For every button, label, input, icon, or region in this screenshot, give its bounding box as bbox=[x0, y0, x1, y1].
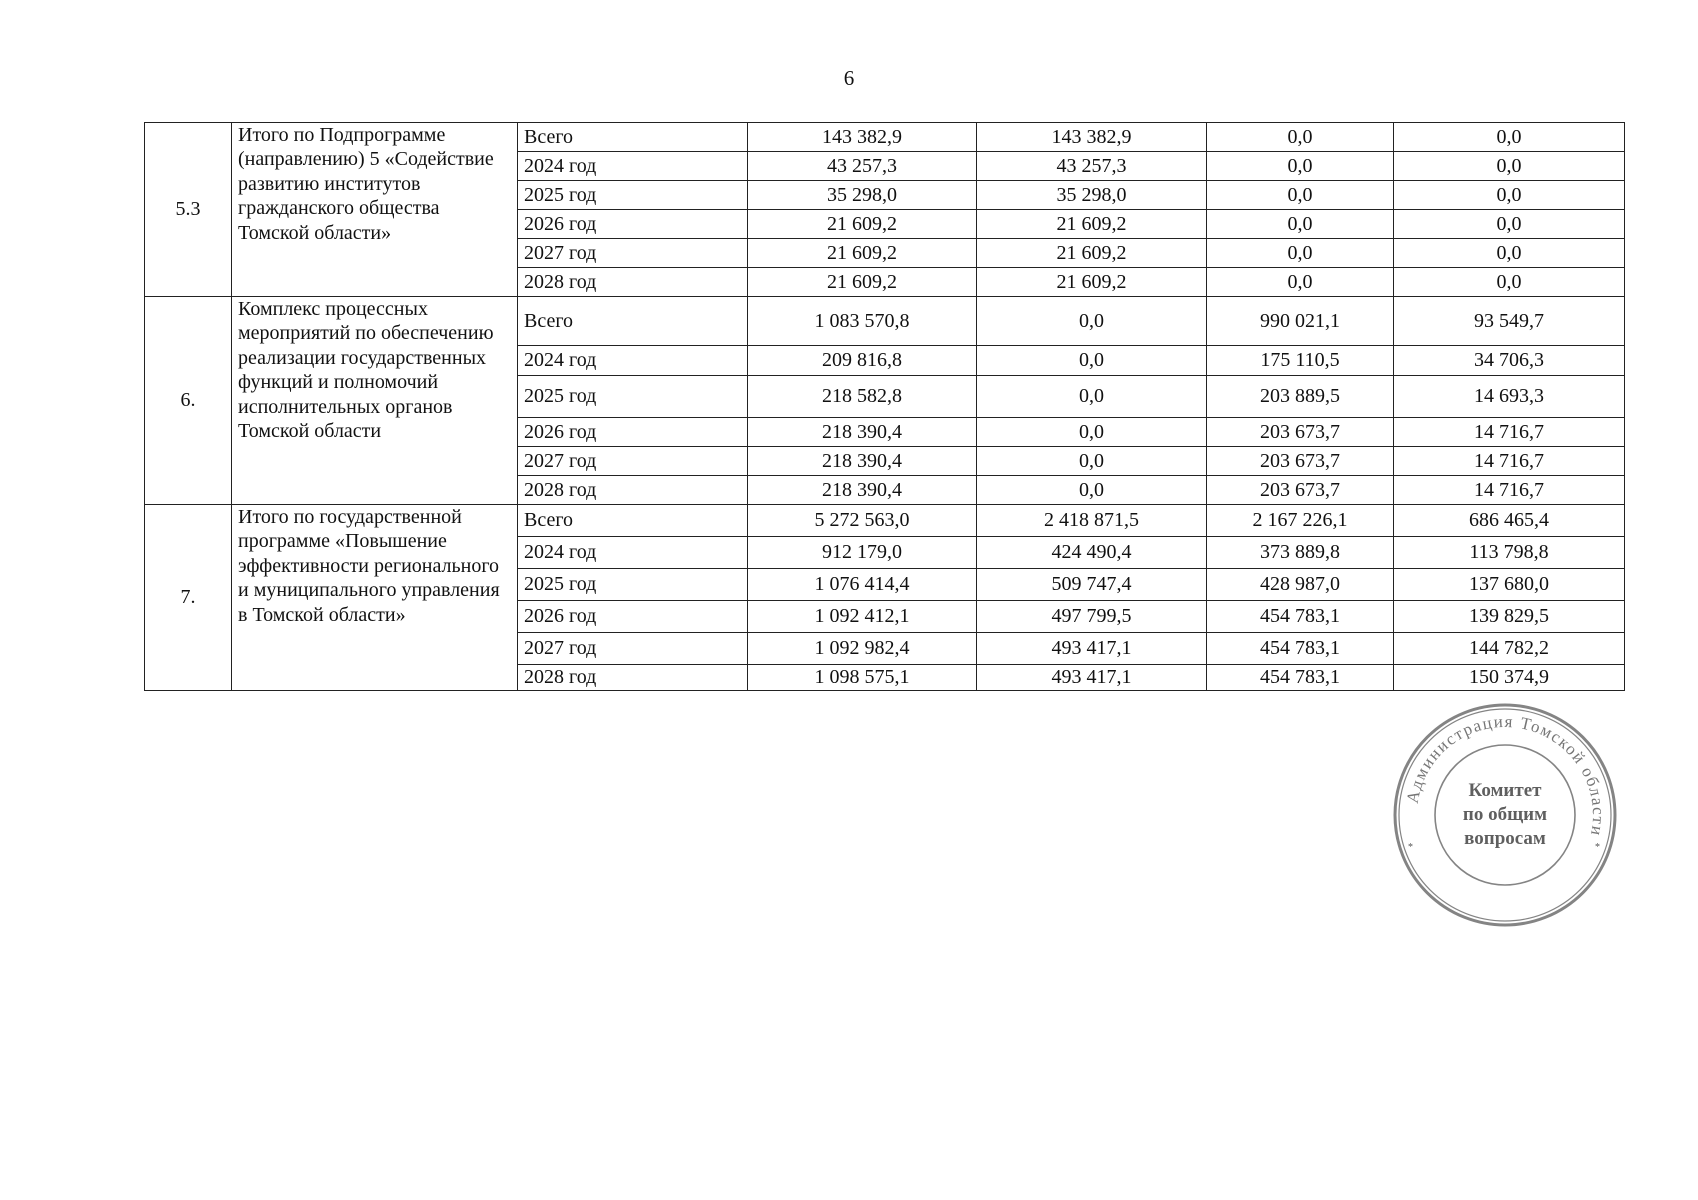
value-cell: 21 609,2 bbox=[748, 210, 977, 239]
value-cell: 35 298,0 bbox=[748, 181, 977, 210]
value-cell: 0,0 bbox=[977, 346, 1207, 376]
value-cell: 0,0 bbox=[1207, 152, 1394, 181]
value-cell: 912 179,0 bbox=[748, 537, 977, 569]
seal-center-line-2: по общим bbox=[1462, 804, 1548, 825]
value-cell: 203 673,7 bbox=[1207, 418, 1394, 447]
value-cell: 14 716,7 bbox=[1394, 447, 1625, 476]
value-cell: 0,0 bbox=[1394, 181, 1625, 210]
value-cell: 424 490,4 bbox=[977, 537, 1207, 569]
svg-text:*: * bbox=[1408, 842, 1413, 853]
period-cell: 2024 год bbox=[518, 346, 748, 376]
period-cell: Всего bbox=[518, 123, 748, 152]
value-cell: 5 272 563,0 bbox=[748, 505, 977, 537]
svg-text:*: * bbox=[1595, 842, 1600, 853]
value-cell: 1 076 414,4 bbox=[748, 569, 977, 601]
value-cell: 21 609,2 bbox=[748, 239, 977, 268]
period-cell: 2025 год bbox=[518, 181, 748, 210]
value-cell: 990 021,1 bbox=[1207, 297, 1394, 346]
value-cell: 175 110,5 bbox=[1207, 346, 1394, 376]
seal-ring-text: Администрация Томской области bbox=[1402, 711, 1609, 839]
value-cell: 428 987,0 bbox=[1207, 569, 1394, 601]
value-cell: 21 609,2 bbox=[977, 210, 1207, 239]
value-cell: 1 092 412,1 bbox=[748, 601, 977, 633]
value-cell: 0,0 bbox=[1207, 210, 1394, 239]
value-cell: 1 092 982,4 bbox=[748, 633, 977, 665]
period-cell: 2026 год bbox=[518, 418, 748, 447]
value-cell: 14 693,3 bbox=[1394, 376, 1625, 418]
value-cell: 2 418 871,5 bbox=[977, 505, 1207, 537]
period-cell: 2028 год bbox=[518, 665, 748, 691]
value-cell: 493 417,1 bbox=[977, 665, 1207, 691]
value-cell: 139 829,5 bbox=[1394, 601, 1625, 633]
value-cell: 1 098 575,1 bbox=[748, 665, 977, 691]
value-cell: 0,0 bbox=[977, 476, 1207, 505]
period-cell: 2027 год bbox=[518, 447, 748, 476]
table-row bbox=[145, 505, 1625, 537]
value-cell: 218 390,4 bbox=[748, 418, 977, 447]
value-cell: 0,0 bbox=[977, 418, 1207, 447]
period-cell: 2026 год bbox=[518, 210, 748, 239]
period-cell: 2028 год bbox=[518, 268, 748, 297]
value-cell: 21 609,2 bbox=[977, 268, 1207, 297]
value-cell: 0,0 bbox=[1207, 181, 1394, 210]
section-name: Итого по государственной программе «Повышение эффективности регионального и муниципального управления в Томской области» bbox=[232, 505, 518, 691]
value-cell: 143 382,9 bbox=[748, 123, 977, 152]
value-cell: 218 390,4 bbox=[748, 476, 977, 505]
value-cell: 93 549,7 bbox=[1394, 297, 1625, 346]
value-cell: 0,0 bbox=[1394, 123, 1625, 152]
value-cell: 0,0 bbox=[977, 447, 1207, 476]
value-cell: 2 167 226,1 bbox=[1207, 505, 1394, 537]
value-cell: 493 417,1 bbox=[977, 633, 1207, 665]
period-cell: 2025 год bbox=[518, 376, 748, 418]
section-name: Итого по Подпрограмме (направлению) 5 «Содействие развитию институтов гражданского общества Томской области» bbox=[232, 123, 518, 297]
period-cell: Всего bbox=[518, 505, 748, 537]
period-cell: 2024 год bbox=[518, 537, 748, 569]
value-cell: 21 609,2 bbox=[748, 268, 977, 297]
value-cell: 1 083 570,8 bbox=[748, 297, 977, 346]
value-cell: 454 783,1 bbox=[1207, 601, 1394, 633]
seal-center-line-3: вопросам bbox=[1464, 828, 1546, 849]
value-cell: 0,0 bbox=[977, 376, 1207, 418]
section-number: 5.3 bbox=[145, 123, 232, 297]
section-number: 7. bbox=[145, 505, 232, 691]
value-cell: 686 465,4 bbox=[1394, 505, 1625, 537]
period-cell: Всего bbox=[518, 297, 748, 346]
table-row bbox=[145, 297, 1625, 346]
value-cell: 0,0 bbox=[1207, 239, 1394, 268]
value-cell: 454 783,1 bbox=[1207, 633, 1394, 665]
value-cell: 0,0 bbox=[1207, 123, 1394, 152]
value-cell: 0,0 bbox=[1394, 268, 1625, 297]
value-cell: 43 257,3 bbox=[748, 152, 977, 181]
budget-table bbox=[144, 122, 1625, 691]
value-cell: 454 783,1 bbox=[1207, 665, 1394, 691]
value-cell: 209 816,8 bbox=[748, 346, 977, 376]
value-cell: 0,0 bbox=[1207, 268, 1394, 297]
value-cell: 203 673,7 bbox=[1207, 476, 1394, 505]
section-number: 6. bbox=[145, 297, 232, 505]
value-cell: 143 382,9 bbox=[977, 123, 1207, 152]
value-cell: 203 889,5 bbox=[1207, 376, 1394, 418]
value-cell: 0,0 bbox=[1394, 239, 1625, 268]
value-cell: 14 716,7 bbox=[1394, 418, 1625, 447]
value-cell: 218 390,4 bbox=[748, 447, 977, 476]
value-cell: 35 298,0 bbox=[977, 181, 1207, 210]
value-cell: 144 782,2 bbox=[1394, 633, 1625, 665]
period-cell: 2027 год bbox=[518, 239, 748, 268]
value-cell: 203 673,7 bbox=[1207, 447, 1394, 476]
period-cell: 2028 год bbox=[518, 476, 748, 505]
period-cell: 2025 год bbox=[518, 569, 748, 601]
value-cell: 14 716,7 bbox=[1394, 476, 1625, 505]
value-cell: 43 257,3 bbox=[977, 152, 1207, 181]
value-cell: 509 747,4 bbox=[977, 569, 1207, 601]
value-cell: 0,0 bbox=[977, 297, 1207, 346]
value-cell: 497 799,5 bbox=[977, 601, 1207, 633]
value-cell: 137 680,0 bbox=[1394, 569, 1625, 601]
value-cell: 34 706,3 bbox=[1394, 346, 1625, 376]
seal-center-line-1: Комитет bbox=[1468, 780, 1542, 801]
period-cell: 2026 год bbox=[518, 601, 748, 633]
value-cell: 113 798,8 bbox=[1394, 537, 1625, 569]
value-cell: 150 374,9 bbox=[1394, 665, 1625, 691]
value-cell: 218 582,8 bbox=[748, 376, 977, 418]
table-row bbox=[145, 123, 1625, 152]
value-cell: 373 889,8 bbox=[1207, 537, 1394, 569]
value-cell: 0,0 bbox=[1394, 152, 1625, 181]
period-cell: 2024 год bbox=[518, 152, 748, 181]
value-cell: 0,0 bbox=[1394, 210, 1625, 239]
page-number: 6 bbox=[843, 66, 855, 90]
section-name: Комплекс процессных мероприятий по обеспечению реализации государственных функций и полномочий исполнительных органов Томской области bbox=[232, 297, 518, 505]
value-cell: 21 609,2 bbox=[977, 239, 1207, 268]
official-seal bbox=[1390, 700, 1620, 930]
period-cell: 2027 год bbox=[518, 633, 748, 665]
